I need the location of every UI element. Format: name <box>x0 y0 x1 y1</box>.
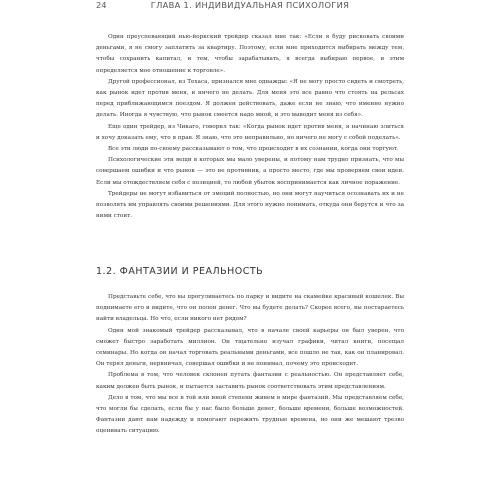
page-number: 24 <box>96 0 107 10</box>
paragraph: Проблема в том, что человек склонен путать фантазии с реальностью. Он представляет себе, каким должен быть рынок, и пытается заставить рынок соответствовать этим представлениям. <box>96 372 404 390</box>
paragraph: Еще один трейдер, из Чикаго, говорил так: «Когда рынок идет против меня, я начинаю злиться и хочу доказать ему, что я прав. Я знаю, что это неправильно, но ничего не могу с собой поделать». <box>96 123 404 141</box>
paragraph: Другой профессионал, из Техаса, признался мне однажды: «Я не могу просто сидеть и смотреть, как рынок идет против меня, и ничего не делать. Для меня это все равно что стоять на рельсах перед приближающимся поездом. Я должен действовать, даже если не знаю, что именно нужно делать. Иногда я чувствую, что рынок смеется надо мной, и это выводит меня из себя». <box>96 78 404 119</box>
paragraph: Представьте себе, что вы прогуливаетесь по парку и видите на скамейке красивый кошелек. Вы поднимаете его и видите, что он полон денег. Что вы будете делать? Скорее всего, вы постараетесь найти владельца. Но что, если никого нет рядом? <box>96 294 404 323</box>
paragraph: Психологические эти вещи в которых мы мало уверены, и потому нам трудно признать, что мы совершаем ошибки и что рынок — это не противник, а просто место, где мы проверяем свои идеи. Если мы отождествляем себя с позицией, то любой убыток воспринимается как личное поражение. <box>96 157 404 186</box>
body-text-bottom <box>96 292 404 438</box>
running-head <box>96 1 404 9</box>
section-heading: 1.2. ФАНТАЗИИ И РЕАЛЬНОСТЬ <box>96 266 264 277</box>
paragraph: Трейдеры не могут избавиться от эмоций полностью, но они могут научиться осознавать их и не позволять им управлять своими решениями. Для этого нужно понимать, откуда они берутся и что за ними стоит. <box>96 190 404 220</box>
paragraph: Один преуспевающий нью-йоркский трейдер сказал мне так: «Если я буду рисковать своими деньгами, я не смогу заплатить за квартиру. Поэтому, если мне приходится выбирать между тем, чтобы сохранить капитал, и тем, чтобы зарабатывать, я всегда выбираю первое, и этим определяется мое отношение к торговле». <box>96 34 404 74</box>
body-text-top <box>96 32 404 222</box>
chapter-title: ГЛАВА 1. ИНДИВИДУАЛЬНАЯ ПСИХОЛОГИЯ <box>150 0 350 10</box>
paragraph: Дело в том, что мы все в той или иной степени живем в мире фантазий. Мы представляем себе, что могли бы сделать, если бы у нас было больше денег, больше времени, больше возможностей. Фантазии дают нам надежду и помогают пережить трудные времена, но они же мешают трезво оценивать ситуацию. <box>96 394 404 435</box>
paragraph: Один мой знакомый трейдер рассказывал, что в начале своей карьеры он был уверен, что сможет быстро заработать миллион. Он тщательно изучал графики, читал книги, посещал семинары. Но когда он начал торговать реальными деньгами, все пошло не так, как он планировал. Он терял деньги, нервничал, совершал ошибки и не понимал, почему это происходит. <box>96 327 404 368</box>
paragraph: Все эти люди по-своему рассказывают о том, что происходит в их сознании, когда они торгуют. <box>108 146 399 153</box>
